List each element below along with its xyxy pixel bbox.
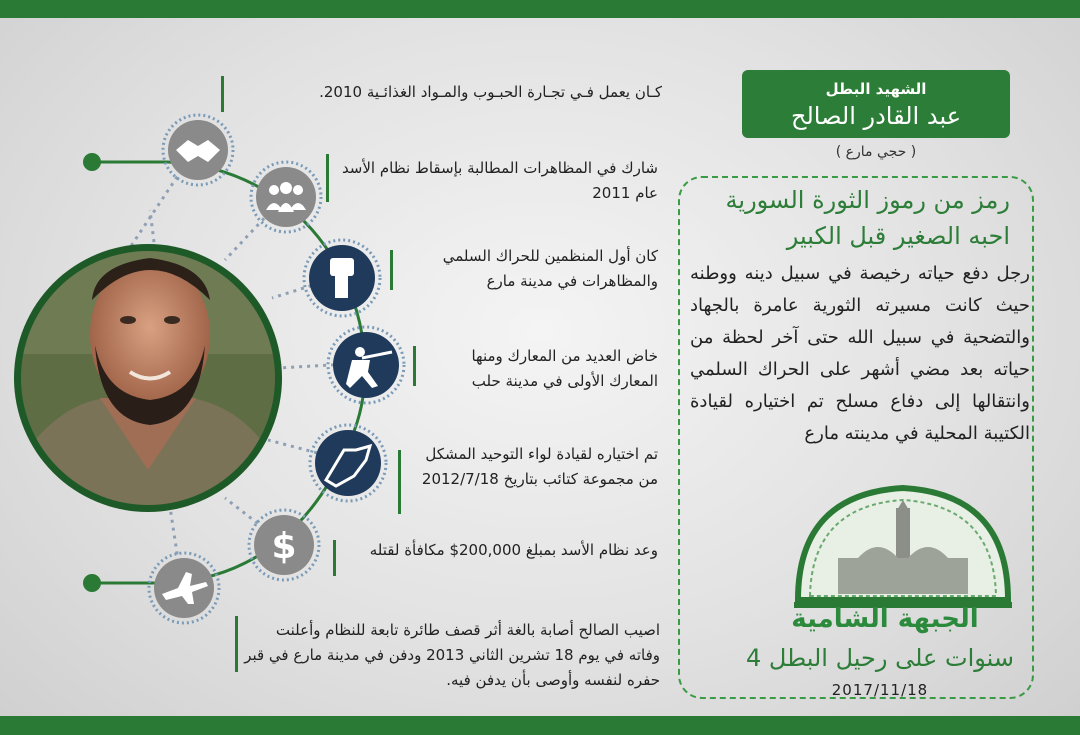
svg-text:$: $ [271, 526, 297, 567]
anniversary-date: 2017/11/18 [831, 681, 929, 699]
headline-1: رمز من رموز الثورة السورية [725, 186, 1010, 214]
raised-fist-icon [304, 240, 380, 316]
timeline-item-1: كـان يعمل فـي تجـارة الحبـوب والمـواد الغذائـية 2010. [319, 83, 662, 101]
timeline-tick-2 [326, 154, 329, 202]
nickname: ( حجي مارع ) [835, 144, 917, 160]
bottom-bar [0, 716, 1080, 735]
banner-subtitle: الشهيد البطل [825, 80, 927, 98]
crowd-icon [251, 162, 321, 232]
martyr-name: عبد القادر الصالح [790, 102, 962, 130]
timeline-item-4: خاض العديد من المعارك ومنها المعارك الأولى في مدينة حلب [471, 347, 658, 390]
handshake-icon [163, 115, 233, 185]
timeline-item-2: شارك في المظاهرات المطالبة بإسقاط نظام الأسد عام 2011 [341, 159, 658, 202]
dollar-icon [249, 510, 319, 580]
timeline-tick-6 [333, 540, 336, 576]
portrait-photo [14, 244, 285, 520]
headline-2: احبه الصغير قبل الكبير [786, 222, 1010, 250]
organization-name: الجبهة الشامية [791, 604, 979, 634]
timeline-item-3: كان أول المنظمين للحراك السلمي والمظاهرات في مدينة مارع [442, 247, 658, 290]
timeline-tick-3 [390, 250, 393, 290]
timeline-item-5: تم اختياره لقيادة لواء التوحيد المشكل من مجموعة كتائب بتاريخ 2012/7/18 [421, 445, 658, 488]
timeline-tick-7 [235, 616, 238, 672]
timeline-tick-5 [398, 450, 401, 514]
fighter-jet-icon [149, 553, 219, 623]
clasped-hands-icon [310, 425, 386, 501]
timeline-tick-4 [413, 346, 416, 386]
bio-text: رجل دفع حياته رخيصة في سبيل دينه ووطنه حيث كانت مسيرته الثورية عامرة بالجهاد والتضحية في سبيل الله حتى آخر لحظة من حياته بعد مضي أشهر على الحراك السلمي وانتقالها إلى دفاع مسلح تم اختياره لقيادة الكتيبة المحلية في مدينته مارع [690, 263, 1030, 444]
timeline-tick-1 [221, 76, 224, 112]
name-banner [742, 70, 1010, 138]
timeline-item-6: وعد نظام الأسد بمبلغ 200,000$ مكافأة لقتله [369, 541, 658, 559]
soldier-icon [328, 327, 404, 403]
anniversary-title: 4 سنوات على رحيل البطل [745, 644, 1014, 672]
timeline-item-7: اصيب الصالح أصابة بالغة أثر قصف طائرة تابعة للنظام وأعلنت وفاته في يوم 18 تشرين الثاني 2013 ودفن في مدينة مارع في قبر حفره لنفسه وأوصى بأن يدفن فيه. [244, 621, 660, 689]
